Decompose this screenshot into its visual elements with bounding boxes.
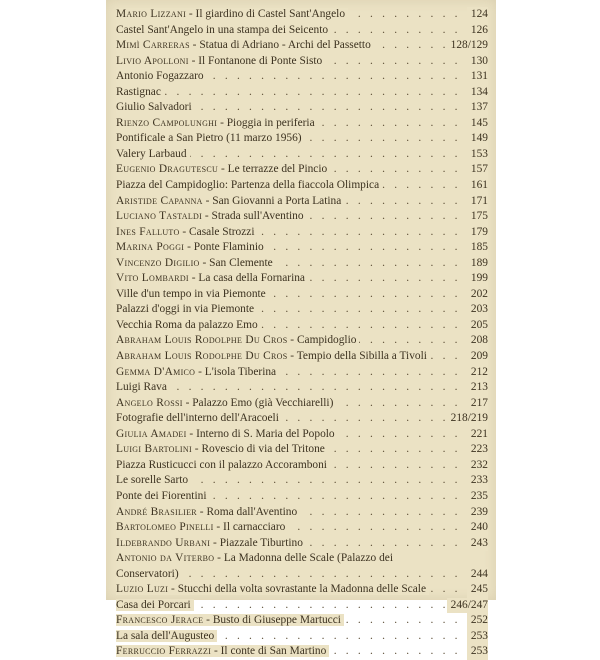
entry-text: [116, 86, 164, 98]
entry-page-number: 171: [467, 194, 488, 210]
entry-title: L'isola Tiberina: [204, 365, 277, 378]
entry-separator: -: [191, 443, 202, 456]
toc-entry: [116, 442, 488, 458]
entry-text: [116, 101, 195, 113]
entry-title: Busto di Giuseppe Martucci: [212, 614, 341, 627]
entry-title: Ponte dei Fiorentini: [116, 489, 207, 502]
entry-page-number: 161: [467, 178, 488, 194]
entry-title: Tempio della Sibilla a Tivoli: [296, 350, 427, 363]
entry-author: Giulia Amadei: [116, 427, 187, 440]
entry-page-number: 240: [467, 520, 488, 536]
entry-author: Luciano Tastaldi: [116, 210, 203, 223]
toc-entry: [116, 287, 488, 303]
entry-text: [116, 179, 382, 191]
entry-page-number: 205: [467, 318, 488, 334]
entry-separator: -: [195, 365, 205, 378]
entry-author: Abraham Louis Rodolphe Du Cros: [116, 350, 288, 363]
toc-entry: [116, 473, 488, 489]
entry-page-number: 253: [467, 629, 488, 645]
toc-entry: [116, 7, 488, 23]
entry-page-number: 149: [467, 131, 488, 147]
toc-entry: [116, 38, 488, 54]
entry-author: Ferruccio Ferrazzi: [116, 645, 212, 658]
entry-text: [116, 319, 261, 331]
entry-page-number: 124: [467, 7, 488, 23]
entry-page-number: 252: [467, 613, 488, 629]
entry-text: [116, 366, 279, 378]
entry-author: Francesco Jerace: [116, 614, 204, 627]
entry-separator: -: [186, 8, 196, 20]
toc-entry: [116, 302, 488, 318]
entry-author: André Brasilier: [116, 505, 197, 518]
entry-page-number: 185: [467, 240, 488, 256]
toc-entry: [116, 178, 488, 194]
entry-page-number: 253: [467, 644, 488, 660]
entry-page-number: 175: [467, 209, 488, 225]
entry-author: Livio Apolloni: [116, 54, 189, 67]
entry-separator: -: [182, 396, 193, 409]
entry-page-number: 153: [467, 147, 488, 163]
toc-entry: [116, 396, 488, 412]
entry-author: Mario Lizzani: [116, 8, 187, 20]
toc-entry: [116, 551, 488, 582]
entry-author: Marina Poggi: [116, 241, 185, 254]
toc-entry: [116, 629, 488, 645]
toc-entry: [116, 162, 488, 178]
entry-text: [116, 459, 330, 471]
entry-separator: -: [188, 272, 199, 285]
entry-page-number: 126: [467, 23, 488, 39]
entry-text: [116, 521, 288, 533]
entry-page-number: 199: [467, 271, 488, 287]
entry-title: Il carnacciaro: [223, 521, 286, 534]
entry-author: Ines Falluto: [116, 225, 180, 238]
entry-text: [116, 39, 374, 51]
entry-text: [116, 241, 267, 253]
entry-title: Giulio Salvadori: [116, 101, 192, 114]
entry-text: [116, 599, 194, 611]
entry-text: [116, 583, 429, 595]
toc-entry: [116, 194, 488, 210]
entry-page-number: 134: [467, 85, 488, 101]
entry-author: Vito Lombardi: [116, 272, 189, 285]
toc-entry: [116, 100, 488, 116]
entry-author: Luzio Luzi: [116, 583, 169, 596]
entry-page-number: 232: [467, 458, 488, 474]
entry-author: Eugenio Dragutescu: [116, 163, 219, 176]
entry-title: Antonio Fogazzaro: [116, 70, 204, 83]
entry-title: La sala dell'Augusteo: [116, 629, 215, 642]
toc-entry: [116, 131, 488, 147]
entry-author: Aristide Capanna: [116, 194, 203, 207]
entry-page-number: 218/219: [447, 411, 488, 427]
entry-text: [116, 55, 325, 67]
entry-separator: -: [287, 350, 297, 363]
entry-text: [116, 226, 258, 238]
entry-page-number: 212: [467, 365, 488, 381]
entry-author: Angelo Rossi: [116, 396, 183, 409]
entry-separator: -: [199, 256, 210, 269]
entry-text: [116, 334, 359, 346]
entry-page-number: 235: [467, 489, 488, 505]
entry-page-number: 157: [467, 162, 488, 178]
book-page: [106, 0, 496, 658]
entry-title: San Giovanni a Porta Latina: [212, 194, 342, 207]
toc-entry: [116, 365, 488, 381]
toc-entry: [116, 380, 488, 396]
toc-entry: [116, 318, 488, 334]
entry-page-number: 179: [467, 225, 488, 241]
toc-entry: [116, 349, 488, 365]
entry-text: [116, 397, 336, 409]
entry-author: Abraham Louis Rodolphe Du Cros: [116, 334, 288, 347]
toc-entry: [116, 23, 488, 39]
toc-entry: [116, 458, 488, 474]
entry-text: [116, 272, 308, 284]
entry-text: [116, 381, 170, 393]
entry-title-continued: Conservatori): [116, 568, 182, 580]
toc-entry: [116, 536, 488, 552]
entry-author: Gemma D'Amico: [116, 365, 196, 378]
entry-title: Stucchi della volta sovrastante la Madonna delle Scale: [177, 583, 427, 596]
entry-page-number: 221: [467, 427, 488, 443]
entry-title: Campidoglio: [296, 334, 357, 347]
entry-page-number: 130: [467, 54, 488, 70]
entry-title: Il Fontanone di Ponte Sisto: [198, 54, 323, 67]
entry-page-number: 213: [467, 380, 488, 396]
entry-title: Piazza Rusticucci con il palazzo Accoramboni: [116, 458, 327, 471]
entry-page-number: 208: [467, 333, 488, 349]
entry-text: [116, 350, 430, 362]
entry-separator: -: [211, 645, 221, 658]
entry-page-number: 246/247: [447, 598, 488, 614]
entry-author: Luigi Bartolini: [116, 443, 192, 456]
entry-page-number: 137: [467, 100, 488, 116]
entry-title: La casa della Fornarina: [198, 272, 305, 285]
entry-title: Rovescio di via del Tritone: [201, 443, 325, 456]
toc-entry: [116, 644, 488, 660]
entry-separator: -: [203, 614, 213, 627]
entry-page-number: 145: [467, 116, 488, 132]
toc-entry: [116, 333, 488, 349]
entry-title: Pioggia in periferia: [226, 116, 315, 129]
entry-text: [116, 148, 190, 160]
entry-separator: -: [202, 210, 212, 223]
entry-page-number: 131: [467, 69, 488, 85]
entry-title: Luigi Rava: [116, 381, 167, 394]
toc-entry: [116, 598, 488, 614]
entry-title: Valery Larbaud: [116, 147, 187, 160]
entry-page-number: 202: [467, 287, 488, 303]
entry-separator: -: [186, 427, 197, 440]
entry-separator: -: [213, 521, 224, 534]
entry-text: [116, 303, 257, 315]
entry-page-number: 245: [467, 582, 488, 598]
toc-entry: [116, 240, 488, 256]
entry-author: Ildebrando Urbani: [116, 536, 211, 549]
entry-separator: -: [168, 583, 178, 596]
entry-title: Le terrazze del Pincio: [227, 163, 328, 176]
entry-page-number: 217: [467, 396, 488, 412]
entry-text: [116, 195, 344, 207]
entry-text: [116, 163, 330, 175]
entry-author: Mimì Carreras: [116, 39, 190, 52]
toc-entry: [116, 427, 488, 443]
entry-title: La Madonna delle Scale (Palazzo dei: [223, 552, 394, 565]
entry-text: [116, 132, 305, 144]
entry-title: Castel Sant'Angelo in una stampa dei Seicento: [116, 23, 329, 36]
entry-separator: -: [217, 116, 227, 129]
entry-separator: -: [202, 194, 213, 207]
toc-entry: [116, 505, 488, 521]
entry-title: Interno di S. Maria del Popolo: [196, 427, 335, 440]
toc-entry: [116, 209, 488, 225]
entry-text: [116, 630, 217, 642]
entry-author: Rienzo Campolunghi: [116, 116, 218, 129]
entry-text: [116, 443, 328, 455]
toc-entry: [116, 271, 488, 287]
entry-text: [116, 506, 300, 518]
toc-entry: [116, 69, 488, 85]
entry-separator: -: [184, 241, 194, 254]
entry-text: [116, 490, 210, 502]
entry-title: Casa dei Porcari: [116, 598, 191, 611]
entry-page-number: 244: [467, 567, 488, 583]
entry-page-number: 189: [467, 256, 488, 272]
entry-title: Piazzale Tiburtino: [219, 536, 303, 549]
entry-separator: -: [210, 536, 220, 549]
entry-title: Pontificale a San Pietro (11 marzo 1956): [116, 132, 302, 145]
toc-entry: [116, 411, 488, 427]
entry-title: Ville d'un tempo in via Piemonte: [116, 287, 266, 300]
toc-entry: [116, 520, 488, 536]
entry-text: [116, 645, 329, 657]
entry-title: Roma dall'Aventino: [206, 505, 298, 518]
entry-title: Palazzo Emo (già Vecchiarelli): [192, 396, 334, 409]
toc-entry: [116, 613, 488, 629]
toc-entry: [116, 116, 488, 132]
toc-entry: [116, 489, 488, 505]
entry-text: [116, 537, 306, 549]
entry-text: [116, 8, 348, 20]
toc-entry: [116, 147, 488, 163]
entry-text: [116, 210, 307, 222]
entry-text: [116, 552, 396, 564]
entry-author: Vincenzo Digilio: [116, 256, 200, 269]
entry-page-number: 239: [467, 505, 488, 521]
entry-page-number: 128/129: [447, 38, 488, 54]
entry-title: Il conte di San Martino: [220, 645, 327, 658]
entry-page-number: 209: [467, 349, 488, 365]
entry-title: Casale Strozzi: [189, 225, 255, 238]
entry-text: [116, 288, 269, 300]
table-of-contents: [116, 7, 488, 660]
entry-page-number: 233: [467, 473, 488, 489]
entry-page-number: 223: [467, 442, 488, 458]
toc-entry: [116, 225, 488, 241]
toc-entry: [116, 582, 488, 598]
entry-page-number: 243: [467, 536, 488, 552]
entry-author: Antonio da Viterbo: [116, 552, 215, 565]
entry-text: [116, 412, 282, 424]
entry-separator: -: [218, 163, 228, 176]
entry-title: Il giardino di Castel Sant'Angelo: [195, 8, 346, 20]
entry-text: [116, 117, 318, 129]
entry-continuation-line: [116, 567, 488, 583]
entry-page-number: 203: [467, 302, 488, 318]
entry-title: Strada sull'Aventino: [211, 210, 304, 223]
entry-title: Piazza del Campidoglio: Partenza della fiaccola Olimpica: [116, 179, 380, 192]
entry-separator: -: [196, 505, 207, 518]
entry-text: [116, 257, 276, 269]
toc-entry: [116, 256, 488, 272]
entry-title: Statua di Adriano - Archi del Passetto: [199, 39, 371, 52]
entry-text: [116, 70, 207, 82]
entry-author: Bartolomeo Pinelli: [116, 521, 214, 534]
entry-title: San Clemente: [209, 256, 273, 269]
entry-title: Rastignac: [116, 85, 161, 98]
entry-title: Palazzi d'oggi in via Piemonte: [116, 303, 255, 316]
entry-title: Ponte Flaminio: [193, 241, 264, 254]
toc-entry: [116, 54, 488, 70]
entry-text: [116, 474, 191, 486]
entry-title: Le sorelle Sarto: [116, 474, 189, 487]
entry-title: Vecchia Roma da palazzo Emo: [116, 318, 258, 331]
entry-title: Fotografie dell'interno dell'Aracoeli: [116, 412, 279, 425]
entry-text: [116, 614, 344, 626]
entry-text: [116, 24, 331, 36]
toc-entry: [116, 85, 488, 101]
entry-separator: -: [189, 39, 200, 52]
entry-separator: -: [188, 54, 199, 67]
entry-text: [116, 428, 338, 440]
entry-separator: -: [214, 552, 224, 565]
entry-separator: -: [287, 334, 297, 347]
entry-separator: -: [179, 225, 190, 238]
